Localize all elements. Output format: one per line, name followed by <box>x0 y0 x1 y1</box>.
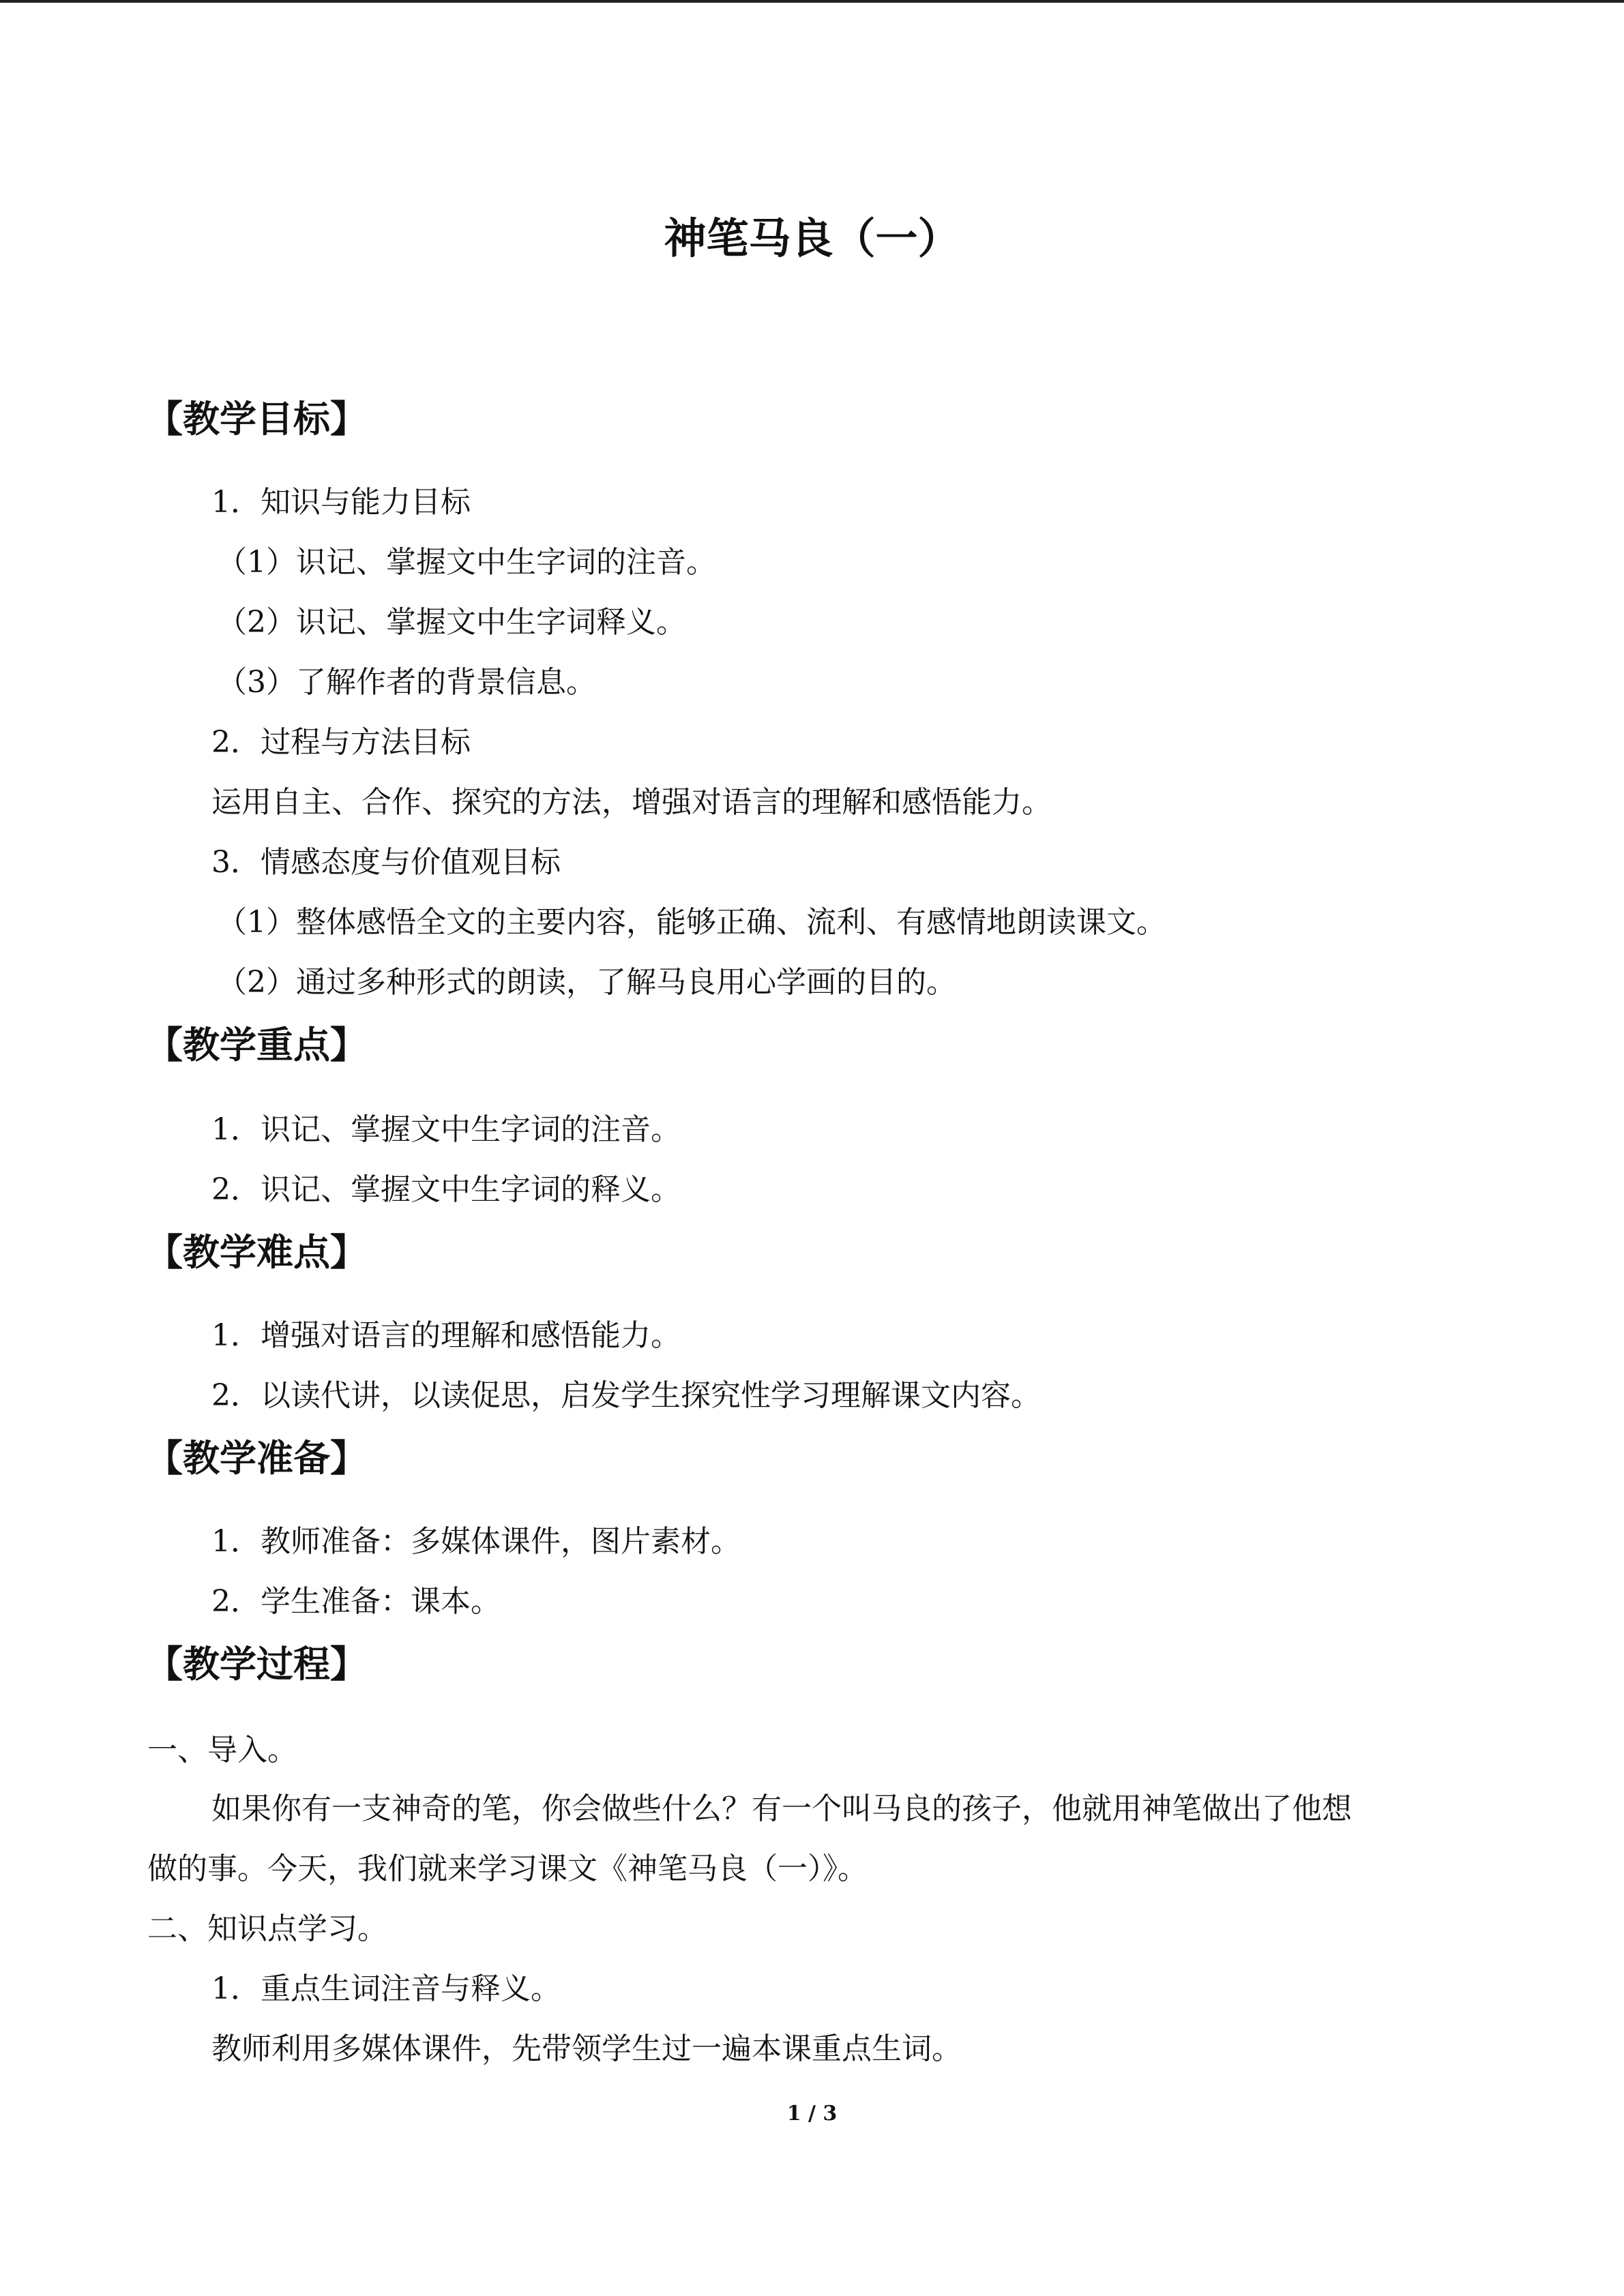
process-line: 1．重点生词注音与释义。 <box>211 1971 561 2006</box>
process-line: 一、导入。 <box>147 1733 297 1768</box>
objective-line: 1．知识与能力目标 <box>211 485 471 520</box>
preparation-line: 1．教师准备：多媒体课件，图片素材。 <box>211 1524 741 1559</box>
objective-line: （1）整体感悟全文的主要内容，能够正确、流利、有感情地朗读课文。 <box>217 905 1166 940</box>
objective-line: 3．情感态度与价值观目标 <box>211 845 561 880</box>
objective-line: 2．过程与方法目标 <box>211 725 471 760</box>
difficulty-line: 1．增强对语言的理解和感悟能力。 <box>211 1318 681 1353</box>
preparation-line: 2．学生准备：课本。 <box>211 1584 501 1619</box>
page-number: 1 / 3 <box>786 2102 838 2126</box>
objective-line: （3）了解作者的背景信息。 <box>217 665 596 700</box>
process-line: 做的事。今天，我们就来学习课文《神笔马良（一）》。 <box>147 1851 868 1886</box>
section-heading-objectives: 【教学目标】 <box>146 398 367 441</box>
objective-line: （1）识记、掌握文中生字词的注音。 <box>217 545 716 580</box>
process-line: 如果你有一支神奇的笔，你会做些什么？有一个叫马良的孩子，他就用神笔做出了他想 <box>211 1791 1352 1826</box>
section-heading-difficulties: 【教学难点】 <box>146 1231 367 1274</box>
process-line: 教师利用多媒体课件，先带领学生过一遍本课重点生词。 <box>211 2031 962 2066</box>
key-point-line: 1．识记、掌握文中生字词的注音。 <box>211 1112 681 1147</box>
section-heading-preparation: 【教学准备】 <box>146 1437 367 1480</box>
key-point-line: 2．识记、掌握文中生字词的释义。 <box>211 1172 681 1207</box>
objective-line: （2）通过多种形式的朗读，了解马良用心学画的目的。 <box>217 965 956 1000</box>
section-heading-key-points: 【教学重点】 <box>146 1024 367 1067</box>
objective-line: （2）识记、掌握文中生字词释义。 <box>217 605 686 640</box>
objective-line: 运用自主、合作、探究的方法，增强对语言的理解和感悟能力。 <box>211 785 1052 820</box>
section-heading-process: 【教学过程】 <box>146 1643 367 1686</box>
document-title: 神笔马良（一） <box>664 213 960 263</box>
difficulty-line: 2．以读代讲，以读促思，启发学生探究性学习理解课文内容。 <box>211 1378 1041 1413</box>
process-line: 二、知识点学习。 <box>147 1911 387 1946</box>
